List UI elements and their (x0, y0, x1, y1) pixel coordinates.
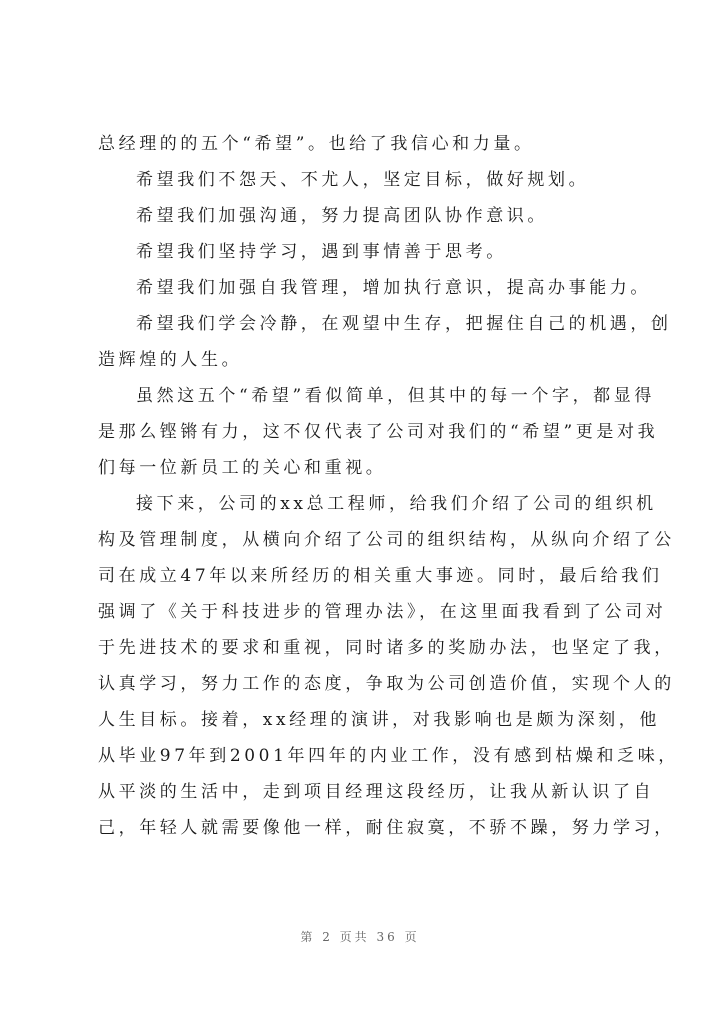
text-line: 人生目标。接着，xx经理的演讲，对我影响也是颇为深刻，他 (98, 710, 660, 730)
paragraph-4 (98, 234, 638, 270)
text-line: 总经理的的五个“希望”。也给了我信心和力量。 (98, 134, 535, 154)
text-line: 己，年轻人就需要像他一样，耐住寂寞，不骄不躁，努力学习， (98, 818, 675, 838)
paragraph-2 (98, 162, 638, 198)
text-line: 接下来，公司的xx总工程师，给我们介绍了公司的组织机 (136, 494, 657, 514)
paragraph-8 (98, 486, 679, 846)
text-line: 希望我们坚持学习，遇到事情善于思考。 (136, 242, 507, 262)
text-line: 司在成立47年以来所经历的相关重大事迹。同时，最后给我们 (98, 566, 663, 586)
text-line: 希望我们学会冷静，在观望中生存，把握住自己的机遇，创 (136, 314, 672, 334)
page-number: 第 2 页共 36 页 (300, 930, 420, 944)
text-line: 希望我们不怨天、不尤人，坚定目标，做好规划。 (136, 170, 590, 190)
text-line: 虽然这五个“希望”看似简单，但其中的每一个字，都显得 (136, 386, 655, 406)
text-line: 从平淡的生活中，走到项目经理这段经历，让我从新认识了自 (98, 782, 655, 802)
document-body (98, 126, 679, 846)
text-line: 希望我们加强自我管理，增加执行意识，提高办事能力。 (136, 278, 651, 298)
paragraph-7 (98, 378, 659, 486)
text-line: 认真学习，努力工作的态度，争取为公司创造价值，实现个人的 (98, 674, 675, 694)
paragraph-5 (98, 270, 651, 306)
text-line: 造辉煌的人生。 (98, 350, 243, 370)
text-line: 于先进技术的要求和重视，同时诸多的奖励办法，也坚定了我， (98, 638, 675, 658)
text-line: 构及管理制度，从横向介绍了公司的组织结构，从纵向介绍了公 (98, 530, 675, 550)
text-line: 希望我们加强沟通，努力提高团队协作意识。 (136, 206, 548, 226)
text-line: 强调了《关于科技进步的管理办法》，在这里面我看到了公司对 (98, 602, 667, 622)
page-footer (0, 928, 720, 945)
text-line: 是那么铿锵有力，这不仅代表了公司对我们的“希望”更是对我 (98, 422, 659, 442)
paragraph-6 (98, 306, 672, 378)
paragraph-1 (98, 126, 638, 162)
paragraph-3 (98, 198, 638, 234)
text-line: 们每一位新员工的关心和重视。 (98, 458, 387, 478)
text-line: 从毕业97年到2001年四年的内业工作，没有感到枯燥和乏味， (98, 746, 679, 766)
